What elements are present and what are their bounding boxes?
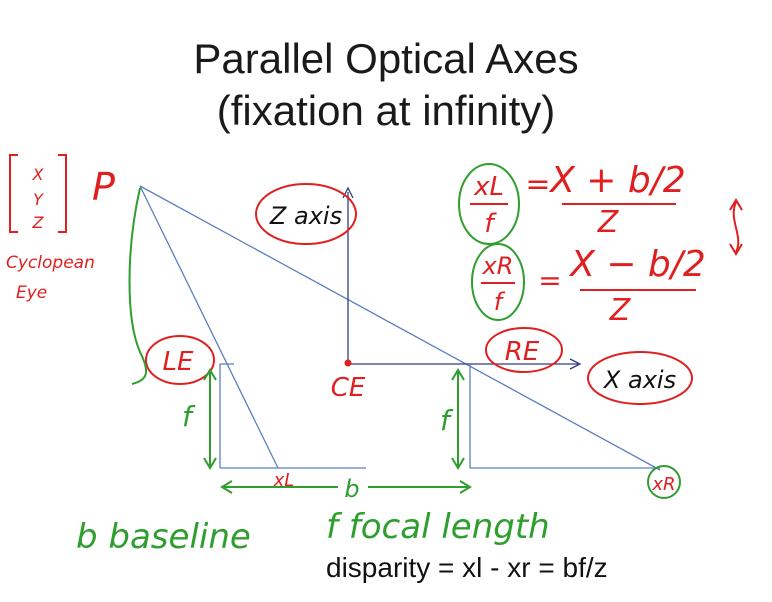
f-left-label: f	[182, 400, 192, 433]
point-p-label: P	[92, 165, 115, 209]
eq1-lhs-num: xL	[474, 172, 504, 202]
eq1-lhs-den: f	[484, 209, 494, 239]
slide-title-line-1: Parallel Optical Axes	[193, 35, 579, 82]
ce-label: CE	[330, 373, 366, 403]
ce-origin-dot	[345, 360, 352, 367]
green-cyclopean-curve	[130, 188, 147, 384]
eq2-lhs-den: f	[493, 288, 503, 316]
x-axis-label: X axis	[603, 366, 677, 394]
b-mid-label: b	[344, 475, 360, 503]
matrix-y: Y	[33, 190, 43, 209]
xr-label: xR	[652, 474, 676, 495]
eq2-rhs-num: X − b/2	[570, 244, 706, 285]
ray-p-to-xr	[140, 186, 660, 470]
eq1-rhs-num: X + b/2	[550, 160, 686, 201]
cyclopean-label-2: Eye	[16, 283, 48, 303]
xl-label: xL	[273, 470, 295, 491]
f-focal-legend: f focal length	[326, 507, 550, 547]
matrix-left-bracket	[10, 155, 18, 232]
le-label: LE	[162, 347, 194, 377]
double-arrow-icon	[734, 202, 739, 252]
matrix-z: Z	[32, 213, 44, 232]
eq1-equals: =	[525, 167, 551, 202]
b-baseline-legend: b baseline	[76, 517, 251, 557]
matrix-x: X	[32, 165, 44, 184]
eq2-equals: =	[538, 264, 562, 297]
double-arrow-head-top	[730, 200, 742, 210]
cyclopean-label-1: Cyclopean	[6, 253, 95, 273]
double-arrow-head-bottom	[730, 244, 742, 254]
slide-title-line-2: (fixation at infinity)	[216, 87, 556, 134]
eq1-rhs-den: Z	[597, 205, 619, 240]
f-right-label: f	[440, 404, 450, 437]
matrix-right-bracket	[58, 155, 66, 232]
eq2-lhs-num: xR	[482, 252, 514, 280]
re-label: RE	[504, 337, 540, 367]
eq2-rhs-den: Z	[609, 293, 631, 328]
disparity-formula: disparity = xl - xr = bf/z	[326, 552, 608, 583]
z-axis-label: Z axis	[269, 202, 343, 230]
